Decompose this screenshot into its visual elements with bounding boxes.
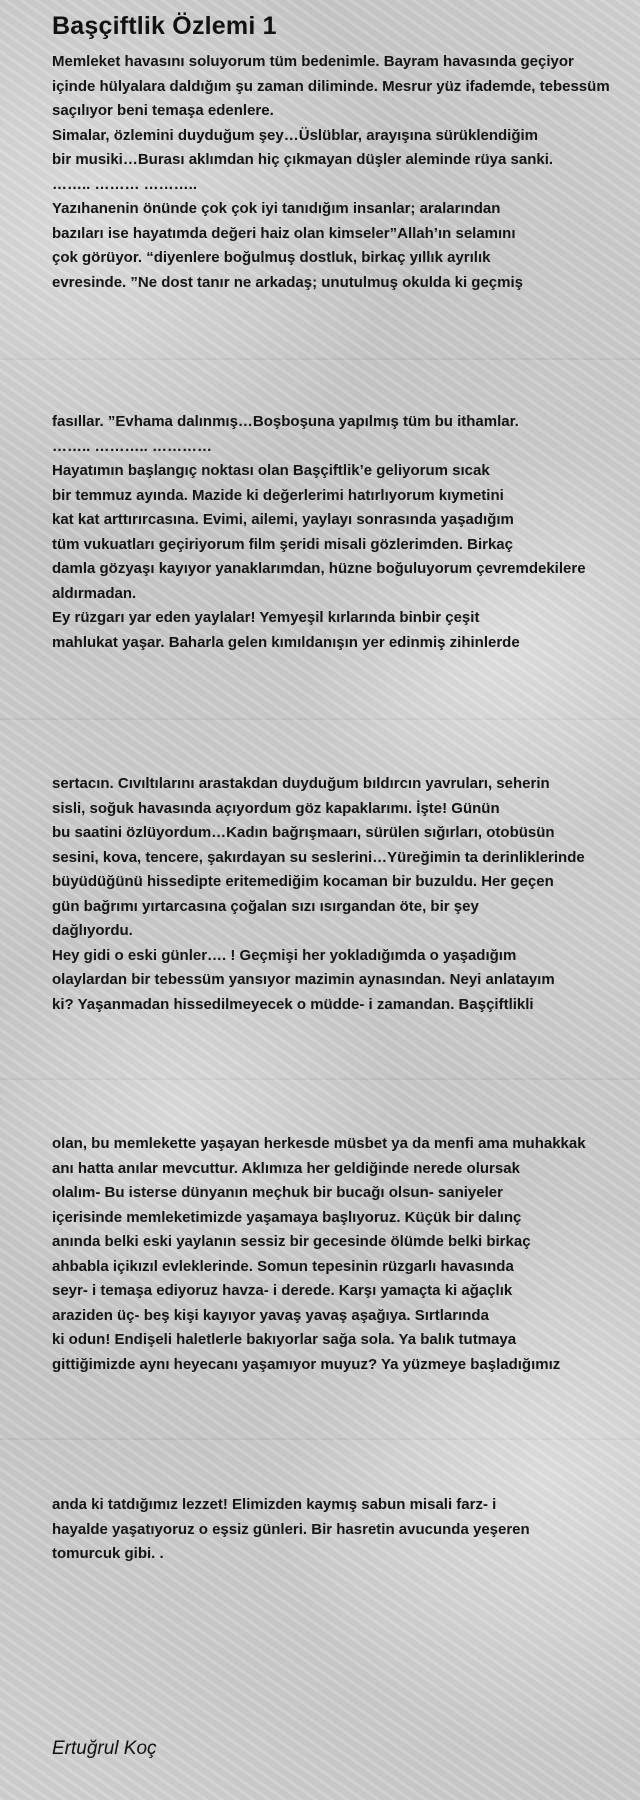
- poem-line: mahlukat yaşar. Baharla gelen kımıldanışın yer edinmiş zihinlerde: [52, 633, 520, 651]
- poem-line: saçılıyor beni temaşa edenlere.: [52, 102, 274, 119]
- poem-line: bazıları ise hayatımda değeri haiz olan kimseler”Allah’ın selamını: [52, 224, 516, 242]
- poem-line: araziden üç- beş kişi kayıyor yavaş yavaş aşağıya. Sırtlarında: [52, 1306, 489, 1324]
- poem-line: Hayatımın başlangıç noktası olan Başçiftlik’e geliyorum sıcak: [52, 462, 490, 479]
- poem-line: içinde hülyalara daldığım şu zaman diliminde. Mesrur yüz ifademde, tebessüm: [52, 77, 610, 95]
- poem-line: çok görüyor. “diyenlere boğulmuş dostluk, birkaç yıllık ayrılık: [52, 249, 491, 266]
- stanza-3: [52, 772, 640, 1017]
- poem-line: anında belki eski yaylanın sessiz bir gecesinde ölümde belki birkaç: [52, 1233, 531, 1250]
- stanza-2: [52, 410, 640, 655]
- poem-line: olalım- Bu isterse dünyanın meçhuk bir bucağı olsun- saniyeler: [52, 1184, 503, 1201]
- poem-line: …….. ……… ………..: [52, 175, 198, 193]
- poem-line: dağlıyordu.: [52, 922, 133, 939]
- poem-line: Memleket havasını soluyorum tüm bedenimle. Bayram havasında geçiyor: [52, 53, 574, 70]
- poem-line: tüm vukuatları geçiriyorum film şeridi misali gözlerimden. Birkaç: [52, 535, 513, 553]
- poem-line: bir musiki…Burası aklımdan hiç çıkmayan düşler aleminde rüya sanki.: [52, 151, 554, 168]
- poem-line: damla gözyaşı kayıyor yanaklarımdan, hüzne boğuluyorum çevremdekilere: [52, 560, 586, 577]
- poem-line: büyüdüğünü hissedipte eritemediğim kocaman bir buzuldu. Her geçen: [52, 873, 554, 890]
- poem-line: olaylardan bir tebessüm yansıyor mazimin aynasından. Neyi anlatayım: [52, 971, 555, 988]
- poem-line: kat kat arttırırcasına. Evimi, ailemi, yaylayı sonrasında yaşadığım: [52, 511, 514, 528]
- stanza-1: [52, 50, 640, 295]
- poem-line: ki? Yaşanmadan hissedilmeyecek o müdde- i zamandan. Başçiftlikli: [52, 995, 534, 1013]
- author-name: Ertuğrul Koç: [52, 1738, 157, 1759]
- poem-line: ahbabla içikızıl evleklerinde. Somun tepesinin rüzgarlı havasında: [52, 1257, 514, 1275]
- stanza-4: [52, 1132, 640, 1377]
- poem-line: seyr- i temaşa ediyoruz havza- i derede. Karşı yamaçta ki ağaçlık: [52, 1282, 513, 1299]
- poem-line: bu saatini özlüyordum…Kadın bağrışmaarı, sürülen sığırları, otobüsün: [52, 824, 555, 841]
- poem-line: anda ki tatdığımız lezzet! Elimizden kaymış sabun misali farz- i: [52, 1496, 497, 1513]
- poem-line: Yazıhanenin önünde çok çok iyi tanıdığım insanlar; aralarından: [52, 200, 501, 217]
- poem-line: fasıllar. ”Evhama dalınmış…Boşboşuna yapılmış tüm bu ithamlar.: [52, 413, 519, 430]
- stanza-5: [52, 1493, 640, 1567]
- poem-line: sisli, soğuk havasında açıyordum göz kapaklarımı. İşte! Günün: [52, 799, 500, 817]
- poem-line: sesini, kova, tencere, şakırdayan su seslerini…Yüreğimin ta derinliklerinde: [52, 848, 585, 866]
- poem-line: bir temmuz ayında. Mazide ki değerlerimi hatırlıyorum kıymetini: [52, 486, 504, 504]
- poem-line: olan, bu memlekette yaşayan herkesde müsbet ya da menfi ama muhakkak: [52, 1135, 586, 1152]
- poem-line: evresinde. ”Ne dost tanır ne arkadaş; unutulmuş okulda ki geçmiş: [52, 273, 523, 291]
- poem-line: sertacın. Cıvıltılarını arastakdan duyduğum bıldırcın yavruları, seherin: [52, 775, 550, 792]
- poem-line: içerisinde memleketimizde yaşamaya başlıyoruz. Küçük bir dalınç: [52, 1208, 522, 1226]
- poem-line: Ey rüzgarı yar eden yaylalar! Yemyeşil kırlarında binbir çeşit: [52, 609, 480, 626]
- poem-line: Simalar, özlemini duyduğum şey…Üslüblar, arayışına sürüklendiğim: [52, 126, 538, 144]
- poem-line: hayalde yaşatıyoruz o eşsiz günleri. Bir hasretin avucunda yeşeren: [52, 1520, 530, 1538]
- poem-line: …….. ……….. …………: [52, 437, 213, 455]
- poem-line: gün bağrımı yırtarcasına çoğalan sızı ısırgandan öte, bir şey: [52, 897, 479, 915]
- poem-line: tomurcuk gibi. .: [52, 1545, 164, 1562]
- poem-line: gittiğimizde aynı heyecanı yaşamıyor muyuz? Ya yüzmeye başladığımız: [52, 1355, 561, 1373]
- poem-title: Başçiftlik Özlemi 1: [52, 12, 277, 40]
- poem-line: aldırmadan.: [52, 584, 137, 602]
- poem-line: ki odun! Endişeli haletlerle bakıyorlar sağa sola. Ya balık tutmaya: [52, 1331, 517, 1348]
- poem-line: Hey gidi o eski günler…. ! Geçmişi her yokladığımda o yaşadığım: [52, 946, 517, 964]
- poem-line: anı hatta anılar mevcuttur. Aklımıza her geldiğinde nerede olursak: [52, 1159, 520, 1177]
